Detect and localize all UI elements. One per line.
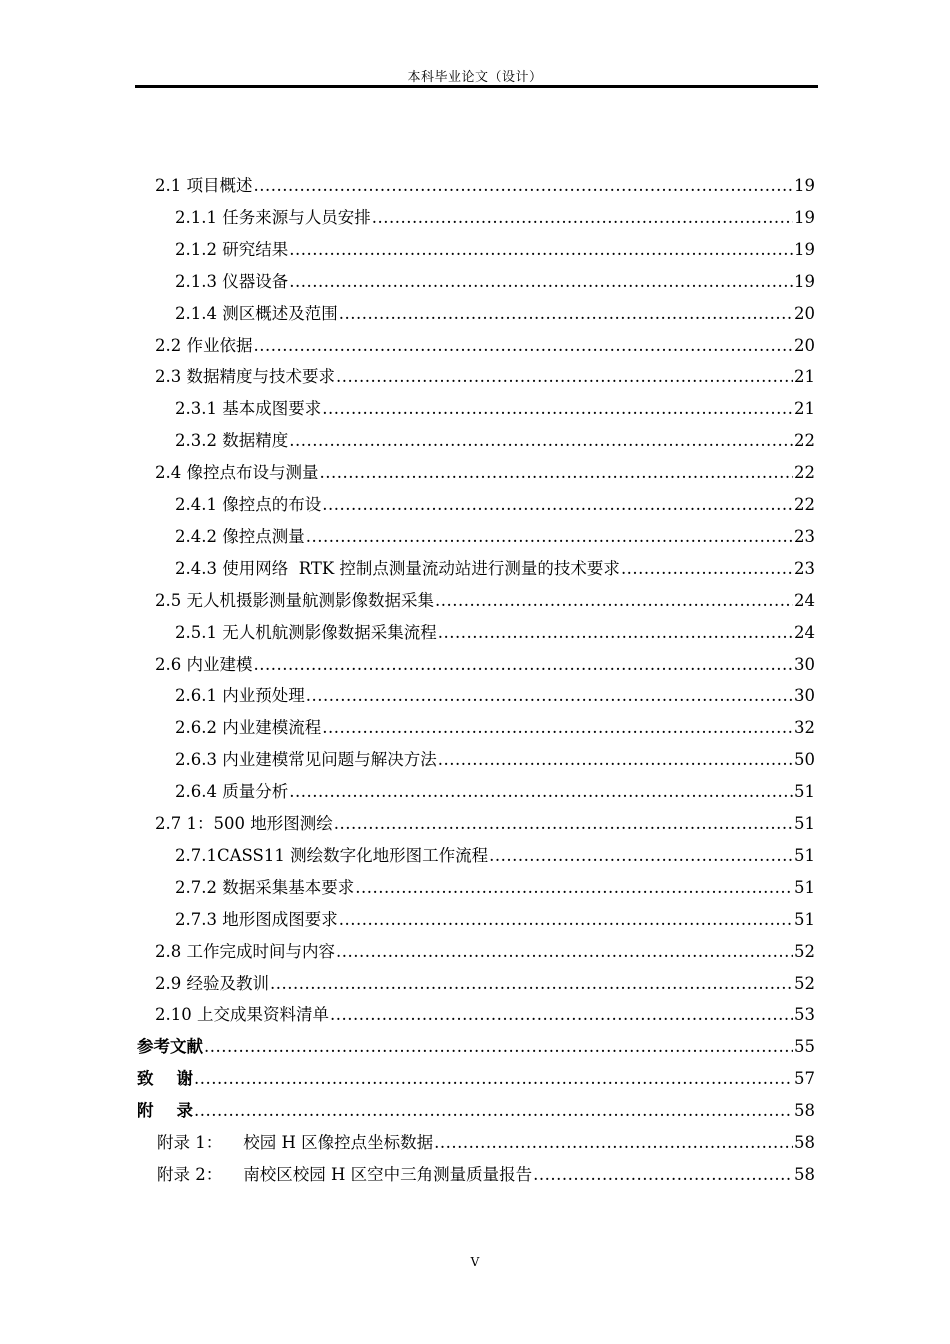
toc-entry-title: 2.6.3 内业建模常见问题与解决方法 — [175, 750, 437, 770]
toc-entry-title: 附录 1： 校园 H 区像控点坐标数据 — [157, 1133, 434, 1152]
toc-entry-page: 22 — [794, 431, 815, 451]
toc-entry-page: 19 — [794, 271, 815, 291]
toc-entry-title: 2.1 项目概述 — [155, 176, 253, 195]
toc-entry[interactable] — [175, 680, 815, 712]
toc-entry-title: 2.7 1：500 地形图测绘 — [155, 814, 333, 833]
toc-dot-leader — [204, 1031, 793, 1063]
toc-entry-page: 58 — [794, 1101, 815, 1121]
toc-entry-page: 55 — [794, 1037, 815, 1057]
toc-entry-page: 51 — [794, 845, 815, 865]
header-rule — [135, 85, 818, 88]
toc-entry[interactable] — [155, 936, 815, 968]
toc-entry-page: 20 — [794, 303, 815, 323]
toc-entry-title: 2.8 工作完成时间与内容 — [155, 941, 335, 961]
toc-dot-leader — [254, 649, 794, 681]
toc-entry[interactable] — [155, 585, 815, 617]
toc-entry-page: 32 — [794, 718, 815, 738]
toc-entry-title: 2.5.1 无人机航测影像数据采集流程 — [175, 622, 437, 642]
toc-entry-page: 58 — [794, 1133, 815, 1152]
toc-dot-leader — [438, 617, 793, 649]
toc-entry-page: 19 — [794, 239, 815, 259]
toc-entry-title: 2.2 作业依据 — [155, 335, 253, 355]
toc-entry-page: 51 — [794, 814, 815, 833]
toc-entry-title: 参考文献 — [137, 1037, 203, 1057]
toc-dot-leader — [435, 585, 793, 617]
toc-dot-leader — [289, 776, 793, 808]
toc-entry-page: 22 — [794, 495, 815, 514]
toc-entry[interactable] — [155, 361, 815, 393]
toc-entry[interactable] — [175, 712, 815, 744]
toc-entry[interactable] — [157, 1127, 815, 1159]
toc-dot-leader — [339, 298, 793, 330]
toc-entry-title: 附录 2： 南校区校园 H 区空中三角测量质量报告 — [157, 1164, 533, 1184]
toc-dot-leader — [289, 425, 793, 457]
toc-dot-leader — [336, 936, 793, 968]
toc-entry[interactable] — [175, 425, 815, 457]
toc-entry-page: 24 — [794, 590, 815, 610]
toc-entry[interactable] — [175, 266, 815, 298]
toc-entry[interactable] — [175, 234, 815, 266]
toc-entry[interactable] — [155, 457, 815, 489]
toc-entry[interactable] — [155, 170, 815, 202]
toc-entry[interactable] — [175, 553, 815, 585]
toc-entry[interactable] — [175, 776, 815, 808]
toc-dot-leader — [289, 266, 793, 298]
toc-dot-leader — [289, 234, 793, 266]
toc-dot-leader — [355, 872, 793, 904]
toc-entry[interactable] — [175, 872, 815, 904]
toc-entry-title: 2.6.1 内业预处理 — [175, 686, 305, 706]
toc-dot-leader — [489, 840, 793, 872]
toc-dot-leader — [320, 457, 794, 489]
footer-page-number: V — [470, 1255, 480, 1269]
toc-entry-title: 2.9 经验及教训 — [155, 973, 269, 993]
toc-dot-leader — [372, 202, 793, 234]
toc-entry-page: 24 — [794, 622, 815, 642]
toc-entry-title: 2.3 数据精度与技术要求 — [155, 367, 335, 387]
toc-entry-page: 51 — [794, 877, 815, 897]
toc-dot-leader — [339, 904, 793, 936]
toc-entry-page: 52 — [794, 973, 815, 993]
toc-entry-title: 2.1.3 仪器设备 — [175, 271, 289, 291]
toc-entry-page: 21 — [794, 399, 815, 419]
toc-entry-title: 2.1.1 任务来源与人员安排 — [175, 207, 371, 227]
toc-entry[interactable] — [175, 298, 815, 330]
toc-entry-title: 2.6 内业建模 — [155, 654, 253, 674]
toc-entry[interactable] — [155, 330, 815, 362]
toc-entry[interactable] — [137, 1063, 815, 1095]
toc-entry[interactable] — [175, 904, 815, 936]
toc-dot-leader — [621, 553, 793, 585]
toc-entry-title: 2.4.3 使用网络 RTK 控制点测量流动站进行测量的技术要求 — [175, 558, 620, 578]
toc-entry-title: 致 谢 — [137, 1069, 193, 1089]
toc-entry-title: 2.6.2 内业建模流程 — [175, 718, 322, 738]
toc-entry-title: 2.3.2 数据精度 — [175, 431, 289, 451]
toc-entry[interactable] — [175, 521, 815, 553]
toc-entry[interactable] — [137, 1095, 815, 1127]
toc-entry-title: 2.4 像控点布设与测量 — [155, 463, 319, 483]
toc-dot-leader — [322, 712, 793, 744]
toc-entry[interactable] — [157, 1159, 815, 1191]
toc-entry-title: 2.10 上交成果资料清单 — [155, 1005, 329, 1025]
toc-entry-page: 50 — [794, 750, 815, 770]
toc-entry-page: 52 — [794, 941, 815, 961]
toc-entry[interactable] — [175, 489, 815, 521]
toc-entry[interactable] — [155, 649, 815, 681]
toc-entry-page: 21 — [794, 367, 815, 387]
toc-dot-leader — [533, 1159, 793, 1191]
toc-entry-title: 2.5 无人机摄影测量航测影像数据采集 — [155, 590, 434, 610]
toc-dot-leader — [306, 680, 793, 712]
toc-dot-leader — [322, 393, 793, 425]
toc-entry-title: 2.1.4 测区概述及范围 — [175, 303, 338, 323]
toc-dot-leader — [330, 999, 793, 1031]
toc-entry-title: 2.3.1 基本成图要求 — [175, 399, 322, 419]
toc-dot-leader — [254, 170, 794, 202]
toc-dot-leader — [434, 1127, 793, 1159]
toc-dot-leader — [194, 1063, 793, 1095]
toc-dot-leader — [306, 521, 793, 553]
toc-dot-leader — [334, 808, 793, 840]
toc-entry-page: 19 — [794, 207, 815, 227]
toc-entry[interactable] — [137, 1031, 815, 1063]
toc-entry[interactable] — [155, 808, 815, 840]
toc-entry-page: 22 — [794, 463, 815, 483]
toc-dot-leader — [322, 489, 793, 521]
toc-dot-leader — [254, 330, 794, 362]
toc-dot-leader — [194, 1095, 793, 1127]
toc-entry-page: 23 — [794, 558, 815, 578]
toc-entry-page: 58 — [794, 1164, 815, 1184]
toc-entry-title: 2.7.3 地形图成图要求 — [175, 909, 338, 929]
toc-entry[interactable] — [155, 968, 815, 1000]
toc-entry[interactable] — [175, 617, 815, 649]
toc-entry-title: 2.1.2 研究结果 — [175, 239, 289, 259]
toc-dot-leader — [270, 968, 793, 1000]
toc-entry-page: 57 — [794, 1069, 815, 1089]
toc-entry[interactable] — [175, 202, 815, 234]
toc-entry[interactable] — [175, 840, 815, 872]
toc-entry-page: 23 — [794, 526, 815, 546]
toc-entry-title: 2.4.2 像控点测量 — [175, 526, 305, 546]
toc-entry-title: 2.7.1CASS11 测绘数字化地形图工作流程 — [175, 845, 489, 865]
toc-entry-page: 30 — [794, 686, 815, 706]
toc-entry-title: 2.6.4 质量分析 — [175, 782, 289, 802]
toc-entry-title: 2.4.1 像控点的布设 — [175, 495, 322, 514]
toc-dot-leader — [336, 361, 793, 393]
toc-dot-leader — [438, 744, 793, 776]
toc-entry-page: 51 — [794, 909, 815, 929]
toc-entry-page: 20 — [794, 335, 815, 355]
toc-entry-page: 53 — [794, 1005, 815, 1025]
toc-entry-page: 51 — [794, 782, 815, 802]
toc-entry[interactable] — [175, 744, 815, 776]
toc-entry-title: 附 录 — [137, 1101, 193, 1121]
toc-entry-page: 19 — [794, 176, 815, 195]
toc-entry[interactable] — [175, 393, 815, 425]
toc-entry-title: 2.7.2 数据采集基本要求 — [175, 877, 355, 897]
toc-entry-page: 30 — [794, 654, 815, 674]
toc-entry[interactable] — [155, 999, 815, 1031]
header-title: 本科毕业论文（设计） — [407, 70, 543, 85]
